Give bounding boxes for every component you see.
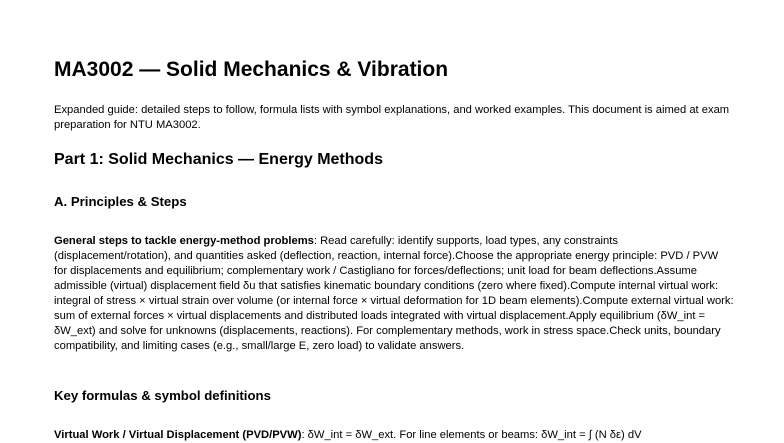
part1-heading: Part 1: Solid Mechanics — Energy Methods	[54, 151, 383, 168]
general-steps-text: : Read carefully: identify supports, load types, any constraints (displacement/rotation), and quantities asked (deflection, reaction, internal force).Choose the appropriate energy principle: PVD / PVW for displacements and equilibrium; complementary work / Castigliano for forces/deflections; unit load for beam deflections.Assume admissible (virtual) displacement field δu that satisfies kinematic boundary conditions (zero where fixed).Compute internal virtual work: integral of stress × virtual strain over volume (or internal force × virtual deformation for 1D beam elements).Compute external virtual work: sum of external forces × virtual displacements and distributed loads integrated with virtual displacement.Apply equilibrium (δW_int = δW_ext) and solve for unknowns (displacements, reactions). For complementary methods, work in stress space.Check units, boundary compatibility, and limiting cases (e.g., small/large E, zero load) to validate answers.	[54, 235, 734, 352]
intro-paragraph: Expanded guide: detailed steps to follow, formula lists with symbol explanations, and worked examples. This document is aimed at exam preparation for NTU MA3002.	[54, 104, 730, 131]
pvd-text: : δW_int = δW_ext. For line elements or beams: δW_int = ∫ (N δε) dV	[301, 429, 642, 441]
section-a-heading: A. Principles & Steps	[54, 194, 187, 209]
general-steps-label: General steps to tackle energy-method problems	[54, 235, 314, 247]
document-title: MA3002 — Solid Mechanics & Vibration	[54, 58, 449, 81]
pvd-label: Virtual Work / Virtual Displacement (PVD/PVW)	[54, 429, 302, 441]
key-formulas-heading: Key formulas & symbol definitions	[54, 388, 271, 403]
general-steps-paragraph	[54, 234, 734, 354]
